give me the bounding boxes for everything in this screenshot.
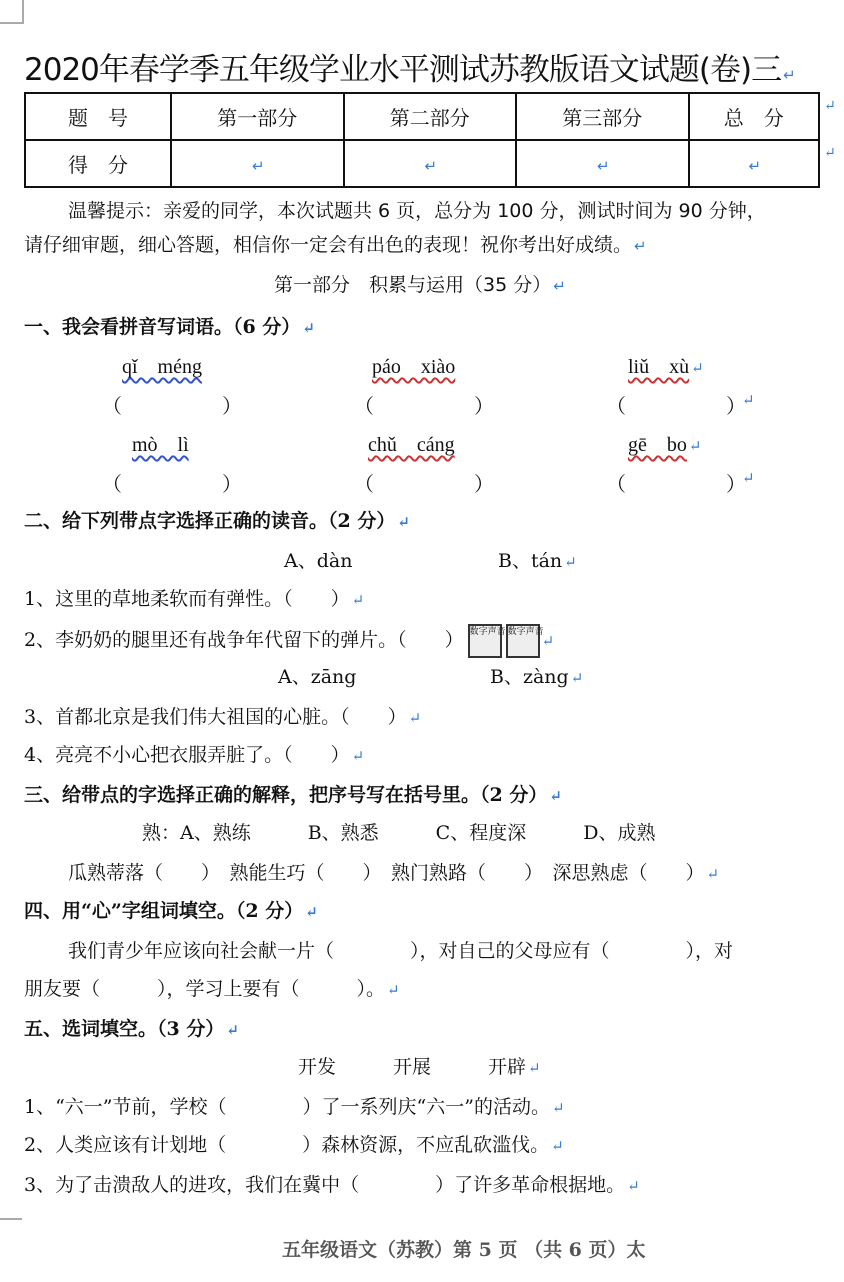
q5-heading-text: 五、选词填空。（3 分） xyxy=(24,1018,225,1040)
q1-pinyin-2 xyxy=(372,350,455,379)
q4-heading: 四、用“心”字组词填空。（2 分） ↵ xyxy=(24,900,318,922)
q2-option-a: A、dàn xyxy=(284,550,353,572)
score-cell-part3[interactable]: ↵ xyxy=(516,140,689,187)
return-mark: ↵ xyxy=(742,391,755,409)
item-text: 3、首都北京是我们伟大祖国的心脏。（ ） xyxy=(24,706,407,728)
q4-line-2: 朋友要（ ），学习上要有（ ）。 ↵ xyxy=(24,978,400,1000)
q1-pinyin-3: liǔ xù ↵ xyxy=(628,356,704,378)
option-text: B、tán xyxy=(498,550,563,572)
pinyin-text: gē bo xyxy=(628,434,687,456)
tip-line-1: 温馨提示：亲爱的同学，本次试题共 6 页，总分为 100 分，测试时间为 90 分钟， xyxy=(68,200,766,222)
part1-heading-text: 第一部分 积累与运用（35 分） xyxy=(274,274,552,296)
q3-items: 瓜熟蒂落（ ） 熟能生巧（ ） 熟门熟路（ ） 深思熟虑（ ） ↵ xyxy=(68,862,720,884)
option-text: B、zàng xyxy=(490,666,569,688)
q3-items-text: 瓜熟蒂落（ ） 熟能生巧（ ） 熟门熟路（ ） 深思熟虑（ ） xyxy=(68,862,705,884)
q2-option-a2: A、zāng xyxy=(278,666,357,688)
score-cell-total[interactable]: ↵ xyxy=(689,140,819,187)
part1-heading: 第一部分 积累与运用（35 分） ↵ xyxy=(274,274,566,296)
q1-heading-text: 一、我会看拼音写词语。（6 分） xyxy=(24,316,301,338)
q5-item-1: 1、“六一”节前，学校（ ）了一系列庆“六一”的活动。 ↵ xyxy=(24,1096,565,1118)
q2-item-4: 4、亮亮不小心把衣服弄脏了。（ ） ↵ xyxy=(24,744,365,766)
pinyin-text: páo xiào xyxy=(372,356,456,378)
q3-options: 熟：A、熟练 B、熟悉 C、程度深 D、成熟 xyxy=(142,822,656,844)
score-header-part3: 第三部分 xyxy=(516,93,689,140)
return-mark: ↵ xyxy=(824,98,836,114)
score-row-label: 得 分 xyxy=(25,140,171,187)
score-header-part2: 第二部分 xyxy=(344,93,517,140)
q2-item-3: 3、首都北京是我们伟大祖国的心脏。（ ） ↵ xyxy=(24,706,422,728)
pinyin-text: liǔ xù xyxy=(628,356,690,378)
tip-line-2-text: 请仔细审题，细心答题，相信你一定会有出色的表现！祝你考出好成绩。 xyxy=(24,234,633,256)
pinyin-text: qǐ méng xyxy=(122,356,202,378)
return-mark: ↵ xyxy=(742,469,755,487)
q2-item-1: 1、这里的草地柔软而有弹性。（ ） ↵ xyxy=(24,588,365,610)
score-table xyxy=(24,92,820,188)
q5-item-3: 3、为了击溃敌人的进攻，我们在冀中（ ）了许多革命根据地。 ↵ xyxy=(24,1174,640,1196)
q1-blank[interactable]: （ ） xyxy=(102,394,242,418)
q2-heading: 二、给下列带点字选择正确的读音。（2 分） ↵ xyxy=(24,510,410,532)
q5-item-2: 2、人类应该有计划地（ ）森林资源，不应乱砍滥伐。 ↵ xyxy=(24,1134,564,1156)
item-text: 2、人类应该有计划地（ ）森林资源，不应乱砍滥伐。 xyxy=(24,1134,550,1156)
exam-title: 2020年春学季五年级学业水平测试苏教版语文试题(卷)三 ↵ xyxy=(24,52,795,88)
q1-pinyin-5 xyxy=(368,428,455,457)
q1-pinyin-4 xyxy=(132,428,189,457)
tip-line-2: 请仔细审题，细心答题，相信你一定会有出色的表现！祝你考出好成绩。 ↵ xyxy=(24,234,647,256)
score-cell-part1[interactable]: ↵ xyxy=(171,140,344,187)
q5-word-options: 开发 开展 开辟 ↵ xyxy=(298,1056,541,1078)
page-corner-mark xyxy=(0,0,24,24)
stamp-icon: 数字声音 xyxy=(506,624,540,658)
item-text: 2、李奶奶的腿里还有战争年代留下的弹片。（ ） xyxy=(24,629,464,651)
stamp-icon: 数字声音 xyxy=(468,624,502,658)
q4-line-1: 我们青少年应该向社会献一片（ ），对自己的父母应有（ ），对 xyxy=(68,940,734,962)
item-text: 1、“六一”节前，学校（ ）了一系列庆“六一”的活动。 xyxy=(24,1096,550,1118)
score-header-label: 题 号 xyxy=(25,93,171,140)
q2-item-2: 2、李奶奶的腿里还有战争年代留下的弹片。（ ） 数字声音 数字声音↵ xyxy=(24,624,554,658)
q1-heading: 一、我会看拼音写词语。（6 分） ↵ xyxy=(24,316,315,338)
q1-blank[interactable]: （ ） xyxy=(606,472,746,496)
q5-words-text: 开发 开展 开辟 xyxy=(298,1056,527,1078)
score-header-total: 总 分 xyxy=(689,93,819,140)
page-corner-mark xyxy=(0,1218,22,1230)
q3-heading-text: 三、给带点的字选择正确的解释，把序号写在括号里。（2 分） xyxy=(24,784,548,806)
q1-pinyin-1 xyxy=(122,350,202,379)
item-text: 3、为了击溃敌人的进攻，我们在冀中（ ）了许多革命根据地。 xyxy=(24,1174,626,1196)
q4-heading-text: 四、用“心”字组词填空。（2 分） xyxy=(24,900,304,922)
q1-blank[interactable]: （ ） xyxy=(102,472,242,496)
pinyin-text: chǔ cáng xyxy=(368,434,455,456)
q2-heading-text: 二、给下列带点字选择正确的读音。（2 分） xyxy=(24,510,396,532)
pinyin-text: mò lì xyxy=(132,434,189,456)
page-footer: 五年级语文（苏教）第 5 页 （共 6 页）太 xyxy=(282,1239,646,1261)
q4-line-2-text: 朋友要（ ），学习上要有（ ）。 xyxy=(24,978,386,1000)
score-header-part1: 第一部分 xyxy=(171,93,344,140)
q5-heading: 五、选词填空。（3 分） ↵ xyxy=(24,1018,239,1040)
q1-blank[interactable]: （ ） xyxy=(354,394,494,418)
item-text: 1、这里的草地柔软而有弹性。（ ） xyxy=(24,588,350,610)
q1-pinyin-6: gē bo ↵ xyxy=(628,434,702,456)
q1-blank[interactable]: （ ） xyxy=(606,394,746,418)
q2-option-b: B、tán ↵ xyxy=(498,550,577,572)
return-mark: ↵ xyxy=(824,145,836,161)
q3-heading: 三、给带点的字选择正确的解释，把序号写在括号里。（2 分） ↵ xyxy=(24,784,562,806)
title-text: 2020年春学季五年级学业水平测试苏教版语文试题(卷)三 xyxy=(24,52,782,88)
score-cell-part2[interactable]: ↵ xyxy=(344,140,517,187)
q2-option-b2: B、zàng ↵ xyxy=(490,666,584,688)
item-text: 4、亮亮不小心把衣服弄脏了。（ ） xyxy=(24,744,350,766)
q1-blank[interactable]: （ ） xyxy=(354,472,494,496)
